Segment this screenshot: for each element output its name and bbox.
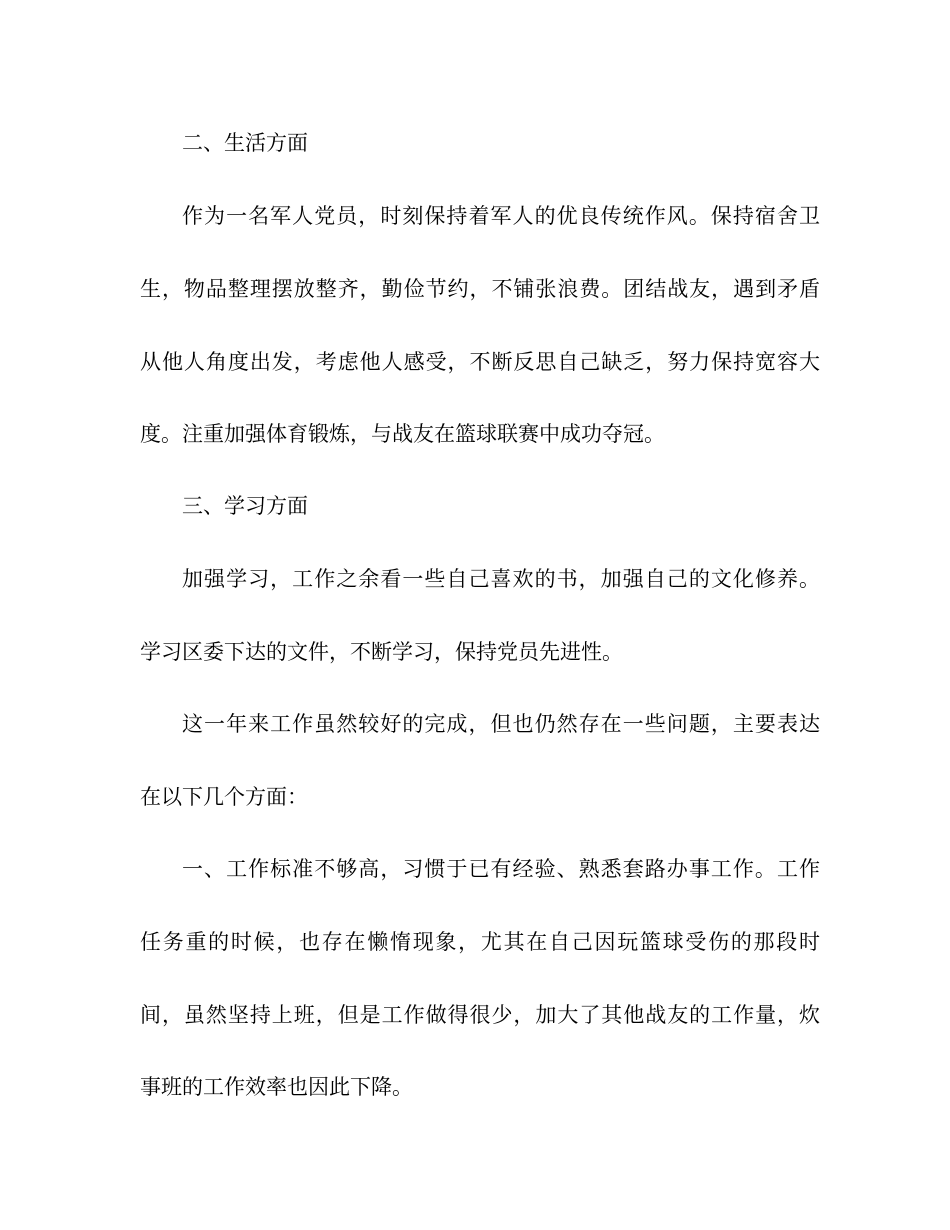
paragraph-line: 这一年来工作虽然较好的完成，但也仍然存在一些问题，主要表达 [182,712,820,736]
paragraph-line: 作为一名军人党员，时刻保持着军人的优良传统作风。保持宿舍卫 [182,204,820,228]
paragraph-line: 从他人角度出发，考虑他人感受，不断反思自己缺乏，努力保持宽容大 [140,350,820,374]
paragraph-line: 事班的工作效率也因此下降。 [140,1075,413,1099]
paragraph-line: 任务重的时候，也存在懒惰现象，尤其在自己因玩篮球受伤的那段时 [140,930,820,954]
section-heading-life: 二、生活方面 [182,131,308,155]
paragraph-line: 间，虽然坚持上班，但是工作做得很少，加大了其他战友的工作量，炊 [140,1003,820,1027]
paragraph-line: 学习区委下达的文件，不断学习，保持党员先进性。 [140,640,623,664]
paragraph-line: 度。注重加强体育锻炼，与战友在篮球联赛中成功夺冠。 [140,422,665,446]
paragraph-line: 一、工作标准不够高，习惯于已有经验、熟悉套路办事工作。工作 [182,857,820,881]
paragraph-line: 生，物品整理摆放整齐，勤俭节约，不铺张浪费。团结战友，遇到矛盾 [140,277,820,301]
section-heading-study: 三、学习方面 [182,494,308,518]
paragraph-line: 在以下几个方面： [140,785,308,809]
paragraph-line: 加强学习，工作之余看一些自己喜欢的书，加强自己的文化修养。 [182,567,820,591]
